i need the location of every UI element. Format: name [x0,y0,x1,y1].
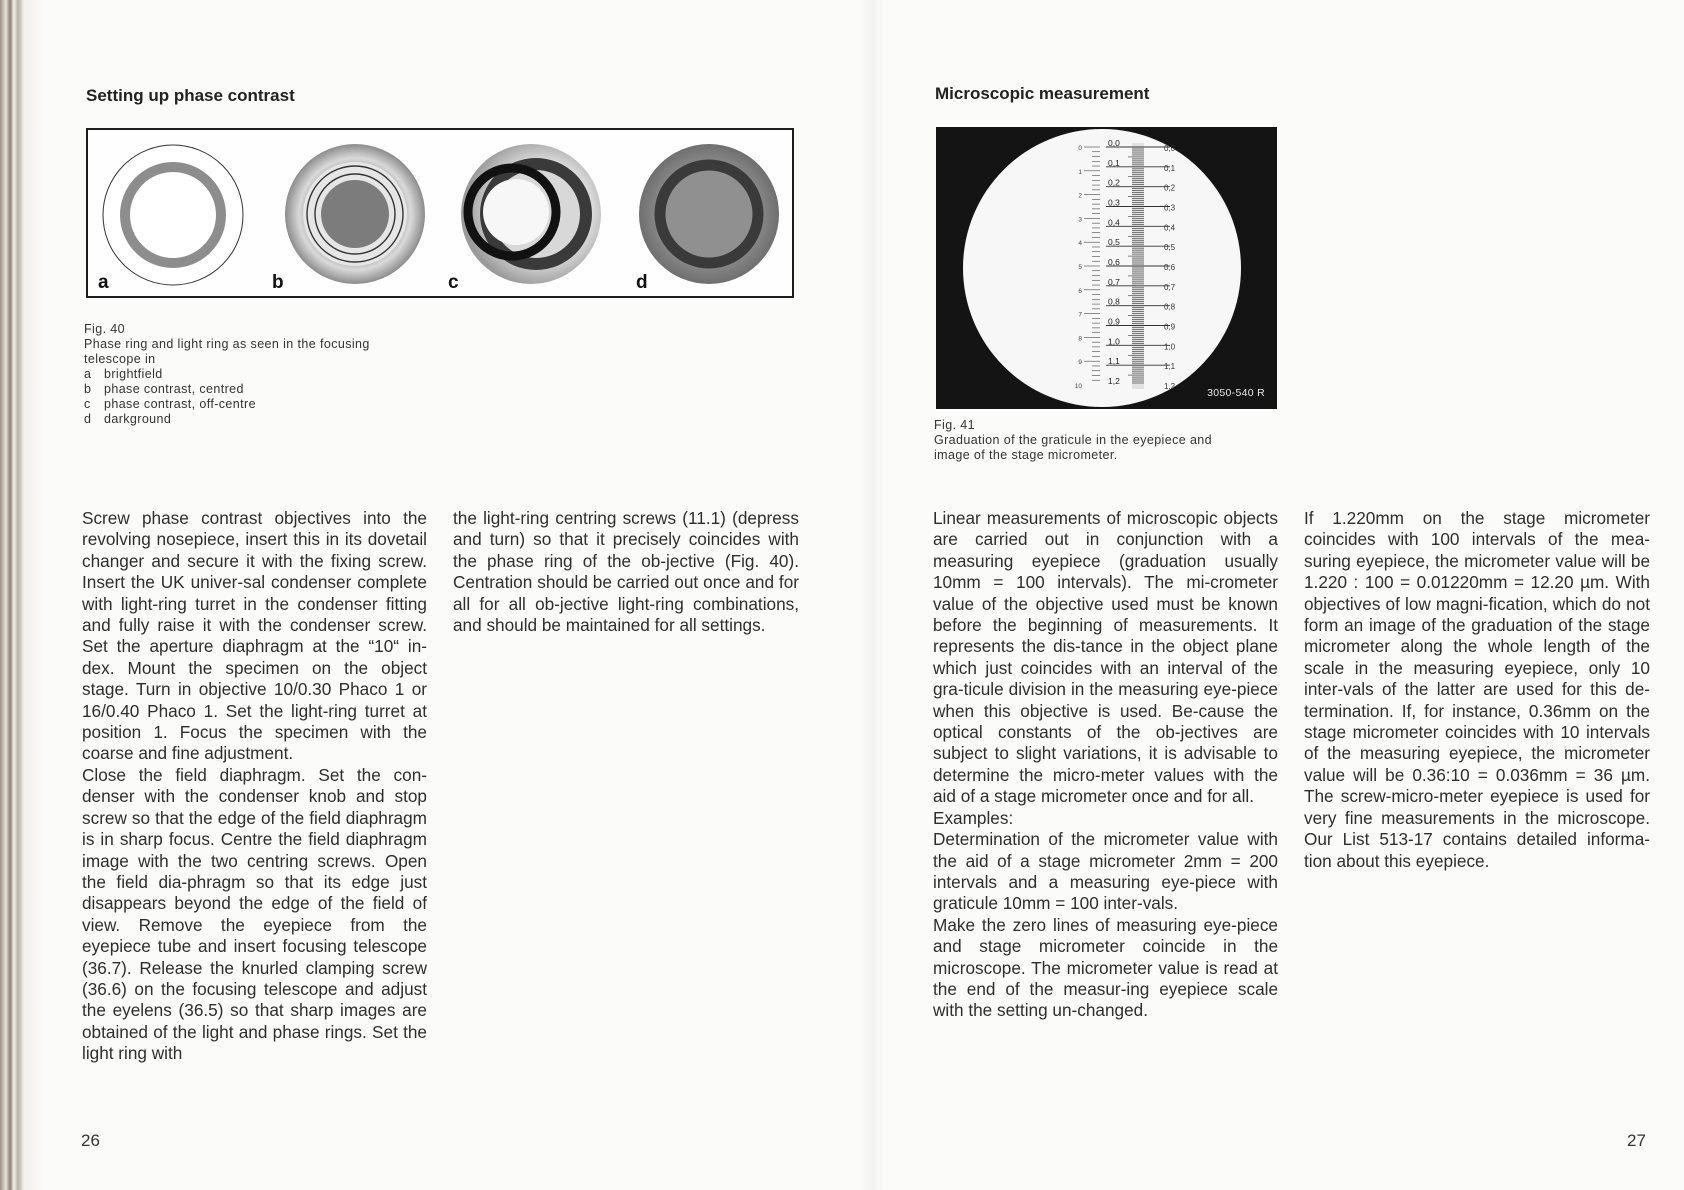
ring-brightfield [103,145,243,285]
stage-right-label: 0,7 [1164,282,1176,292]
phase-rings-illustration [88,130,792,296]
stage-label: 0,0 [1108,138,1120,148]
eyepiece-label: 2 [1078,192,1082,200]
paragraph: Screw phase contrast objectives into the revolving nosepiece, insert this in its dovetail changer and secure it with the fixing screw. Insert the UK univer-sal condenser complete with light-ring turret in the condenser fitting and fully raise it with the condenser screw. Set the aperture diaphragm at the “10“ in-dex. Mount the specimen on the object stage. Turn in objective 10/0.30 Phaco 1 or 16/0.40 Phaco 1. Set the light-ring turret at position 1. Focus the specimen with the coarse and fine adjustment. [82,508,427,764]
stage-label: 1,0 [1108,336,1120,347]
figure-letter-a: a [98,272,109,293]
stage-label: 0,6 [1108,257,1120,267]
ring-darkground [639,144,779,284]
page-heading: Setting up phase contrast [86,86,295,105]
body-column-4 [1304,508,1650,872]
stage-right-label: 1,0 [1164,342,1176,352]
stage-right-label: 1,2 [1164,382,1176,391]
eyepiece-label: 6 [1078,287,1082,295]
paragraph: Determination of the micrometer value with the aid of a stage micrometer 2mm = 200 intervals and a measuring eye-piece with graticule 10mm = 100 inter-vals. [933,829,1278,914]
paragraph: If 1.220mm on the stage micrometer coincides with 100 intervals of the mea-suring eyepiece, the micrometer value will be 1.220 : 100 = 0.01220mm = 12.20 µm. With objectives of low magni-fication, which do not form an image of the graduation of the stage micrometer along the whole length of the scale in the measuring eyepiece, only 10 inter-vals of the latter are used for this de-termination. If, for instance, 0.36mm on the stage micrometer coincides with 10 intervals of the measuring eyepiece, the micrometer value will be 0.36:10 = 0.036mm = 36 µm. The screw-micro-meter eyepiece is used for very fine measurements in the microscope. Our List 513-17 contains detailed informa-tion about this eyepiece. [1304,508,1650,871]
body-column-3 [933,508,1278,1022]
stage-right-label: 0,4 [1164,223,1176,233]
legend-item: b phase contrast, centred [84,382,244,396]
stage-label: 0,4 [1108,217,1120,228]
paragraph: Examples: [933,807,1014,828]
stage-right-label: 0,5 [1164,243,1176,253]
stage-label: 1,1 [1108,356,1120,367]
stage-label: 0,8 [1108,296,1120,307]
paragraph: Close the field diaphragm. Set the con-denser with the condenser knob and stop screw so that the edge of the field diaphragm is in sharp focus. Centre the field diaphragm image with the two centring screws. Open the field dia-phragm so that its edge just disappears beyond the edge of the field of view. Remove the eyepiece from the eyepiece tube and insert focusing telescope (36.7). Release the knurled clamping screw (36.6) on the focusing telescope and adjust the eyelens (36.5) so that sharp images are obtained of the light and phase rings. Set the light ring with [82,764,427,1064]
stage-label: 0,1 [1108,157,1120,168]
page-number: 27 [1627,1131,1646,1150]
caption-line: Graduation of the graticule in the eyepiece and [934,433,1213,447]
stage-right-label: 0,0 [1164,144,1176,153]
stage-label: 0,2 [1108,177,1120,188]
eyepiece-label: 10 [1074,383,1082,390]
eyepiece-label: 8 [1078,335,1082,343]
ring-phase-centred [285,144,425,284]
caption-title: Fig. 40 [84,322,126,336]
caption-line: image of the stage micrometer. [934,448,1118,462]
paragraph: the light-ring centring screws (11.1) (depress and turn) so that it precisely coincides with the phase ring of the ob-jective (Fig. 40). Centration should be carried out once and for all for all ob-jective light-ring combinations, and should be maintained for all settings. [453,508,799,636]
legend-item: a brightfield [84,367,163,381]
eyepiece-label: 0 [1078,145,1082,152]
stage-label: 0,5 [1108,237,1120,248]
eyepiece-label: 7 [1078,311,1082,319]
stage-label: 1,2 [1108,376,1120,386]
body-column-1 [82,508,427,1065]
stage-right-label: 0,8 [1164,302,1176,312]
caption-line: telescope in [84,352,156,366]
legend-item: c phase contrast, off-centre [84,397,256,411]
stage-label: 0,3 [1108,197,1120,208]
stage-right-label: 1,1 [1164,362,1176,372]
figure-41-caption [934,418,1284,463]
figure-40-caption [84,322,434,427]
figure-40-phase-rings [86,128,794,298]
ring-phase-offcentre [461,144,601,284]
stage-right-label: 0,1 [1164,163,1176,173]
eyepiece-label: 3 [1078,216,1082,224]
eyepiece-label: 5 [1078,264,1082,271]
eyepiece-label: 4 [1078,240,1082,248]
stage-right-label: 0,2 [1164,183,1176,193]
graticule-illustration [936,127,1277,409]
paragraph: Make the zero lines of measuring eye-piece and stage micrometer coincide in the microscope. The micrometer value is read at the end of the measur-ing eyepiece scale with the setting un-changed. [933,914,1278,1021]
eyepiece-label: 1 [1078,168,1082,176]
figure-letter-d: d [636,272,648,293]
eyepiece-label: 9 [1078,359,1082,367]
stage-right-label: 0,3 [1164,203,1176,213]
caption-line: Phase ring and light ring as seen in the focusing [84,337,370,351]
paragraph: Linear measurements of microscopic objects are carried out in conjunction with a measuring eyepiece (graduation usually 10mm = 100 intervals). The mi-crometer value of the objective used must be known before the beginning of measurements. It represents the dis-tance in the object plane which just coincides with an interval of the gra-ticule division in the measuring eye-piece when this objective is used. Be-cause the optical constants of the ob-jectives are subject to slight variations, it is advisable to determine the micro-meter values with the aid of a stage micrometer once and for all. [933,508,1278,807]
stage-right-label: 0,6 [1164,263,1176,272]
stage-label: 0,9 [1108,316,1120,327]
figure-letter-b: b [272,272,284,293]
figure-41-graticule [936,127,1277,409]
caption-title: Fig. 41 [934,418,976,432]
page-number: 26 [81,1131,100,1150]
body-column-2 [453,508,799,636]
figure-letter-c: c [448,272,459,293]
legend-item: d darkground [84,412,172,426]
stage-label: 0,7 [1108,276,1120,287]
page-heading: Microscopic measurement [935,84,1150,103]
stage-right-label: 0,9 [1164,322,1176,332]
figure-code: 3050-540 R [1207,387,1265,399]
